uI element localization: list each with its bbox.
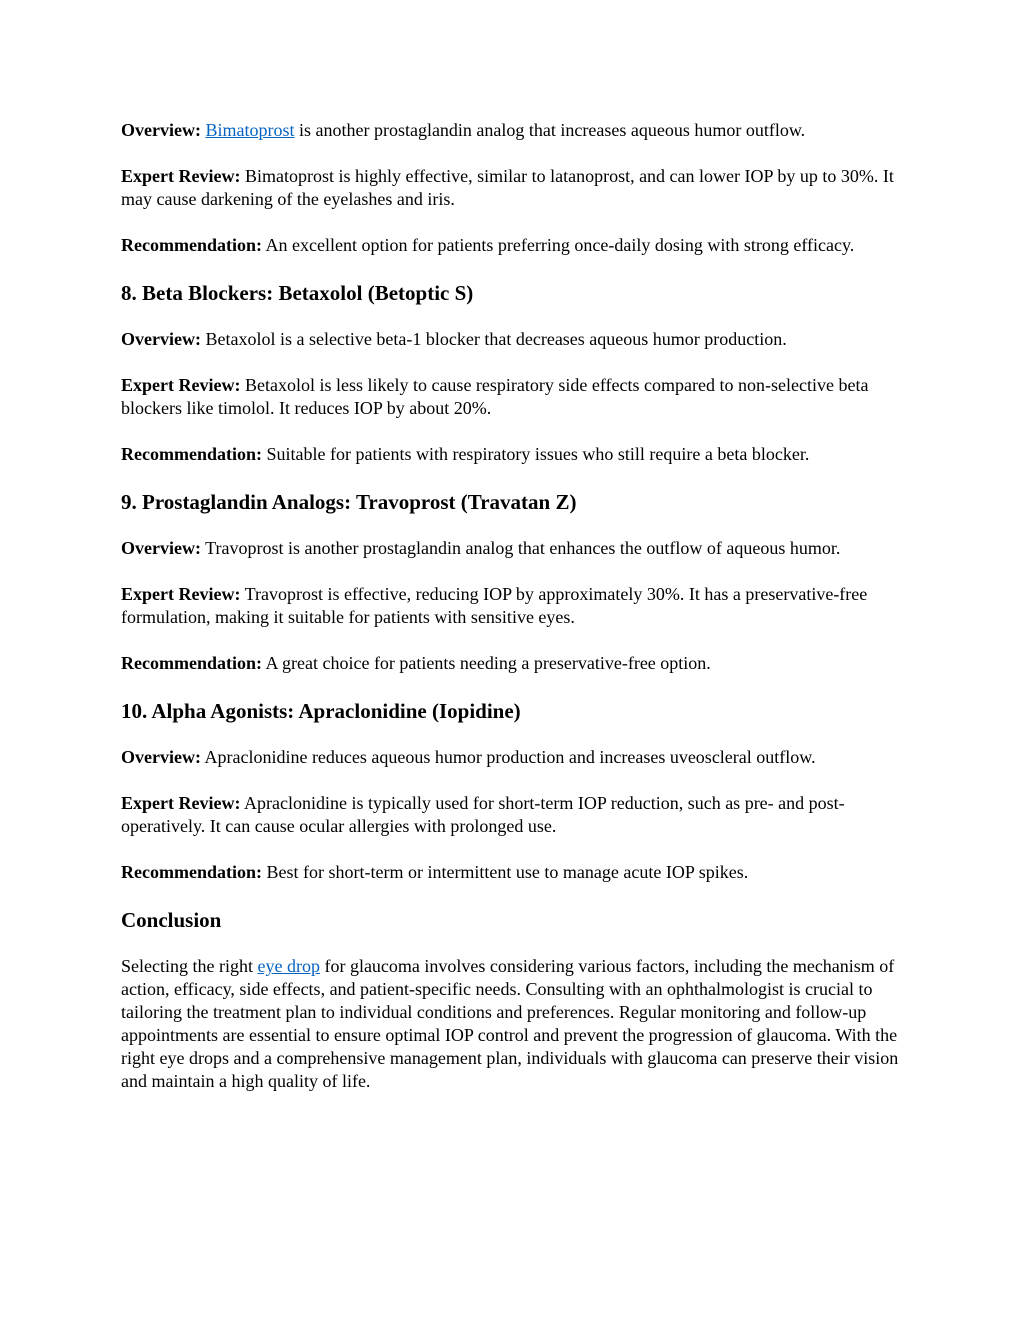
overview-paragraph [121,328,911,351]
recommendation-paragraph [121,652,911,675]
expert-review-text: Betaxolol is less likely to cause respiratory side effects compared to non-selective beta blockers like timolol. It reduces IOP by about 20%. [121,375,869,418]
overview-paragraph [121,537,911,560]
overview-text: Travoprost is another prostaglandin analog that enhances the outflow of aqueous humor. [200,538,841,558]
recommendation-label: Recommendation: [121,862,262,882]
expert-review-paragraph [121,165,911,211]
expert-review-label: Expert Review: [121,166,241,186]
eye-drop-link[interactable]: eye drop [257,956,320,976]
overview-label: Overview: [121,329,201,349]
expert-review-text: Bimatoprost is highly effective, similar to latanoprost, and can lower IOP by up to 30%. It may cause darkening of the eyelashes and iris. [121,166,894,209]
recommendation-label: Recommendation: [121,444,262,464]
overview-paragraph [121,746,911,769]
bimatoprost-link[interactable]: Bimatoprost [205,120,295,140]
conclusion-text-rest: for glaucoma involves considering various factors, including the mechanism of action, efficacy, side effects, and patient-specific needs. Consulting with an ophthalmologist is crucial to tailoring the treatment plan to individual conditions and preferences. Regular monitoring and follow-up appointments are essential to ensure optimal IOP control and prevent the progression of glaucoma. With the right eye drops and a comprehensive management plan, individuals with glaucoma can preserve their vision and maintain a high quality of life. [121,956,899,1091]
overview-label: Overview: [121,120,201,140]
recommendation-text: Suitable for patients with respiratory issues who still require a beta blocker. [261,444,810,464]
recommendation-text: A great choice for patients needing a preservative-free option. [261,653,711,673]
expert-review-label: Expert Review: [121,793,241,813]
expert-review-label: Expert Review: [121,375,241,395]
section-heading-8: 8. Beta Blockers: Betaxolol (Betoptic S) [121,281,474,305]
document-page [121,119,911,1116]
conclusion-paragraph [121,955,911,1093]
recommendation-text: An excellent option for patients preferring once-daily dosing with strong efficacy. [261,235,855,255]
recommendation-text: Best for short-term or intermittent use to manage acute IOP spikes. [261,862,749,882]
overview-text: is another prostaglandin analog that increases aqueous humor outflow. [294,120,806,140]
section-heading-9: 9. Prostaglandin Analogs: Travoprost (Travatan Z) [121,490,577,514]
recommendation-label: Recommendation: [121,235,262,255]
expert-review-label: Expert Review: [121,584,241,604]
expert-review-paragraph [121,792,911,838]
recommendation-paragraph [121,861,911,884]
recommendation-paragraph [121,443,911,466]
expert-review-paragraph [121,374,911,420]
overview-text: Apraclonidine reduces aqueous humor production and increases uveoscleral outflow. [200,747,816,767]
section-heading-10: 10. Alpha Agonists: Apraclonidine (Iopidine) [121,699,521,723]
expert-review-text: Apraclonidine is typically used for short-term IOP reduction, such as pre- and post-operatively. It can cause ocular allergies with prolonged use. [121,793,845,836]
expert-review-text: Travoprost is effective, reducing IOP by approximately 30%. It has a preservative-free formulation, making it suitable for patients with sensitive eyes. [121,584,868,627]
conclusion-text-start: Selecting the right [121,956,258,976]
conclusion-heading: Conclusion [121,908,222,932]
overview-text: Betaxolol is a selective beta-1 blocker that decreases aqueous humor production. [200,329,787,349]
expert-review-paragraph [121,583,911,629]
recommendation-label: Recommendation: [121,653,262,673]
recommendation-paragraph [121,234,911,257]
overview-label: Overview: [121,538,201,558]
overview-paragraph [121,119,911,142]
overview-label: Overview: [121,747,201,767]
